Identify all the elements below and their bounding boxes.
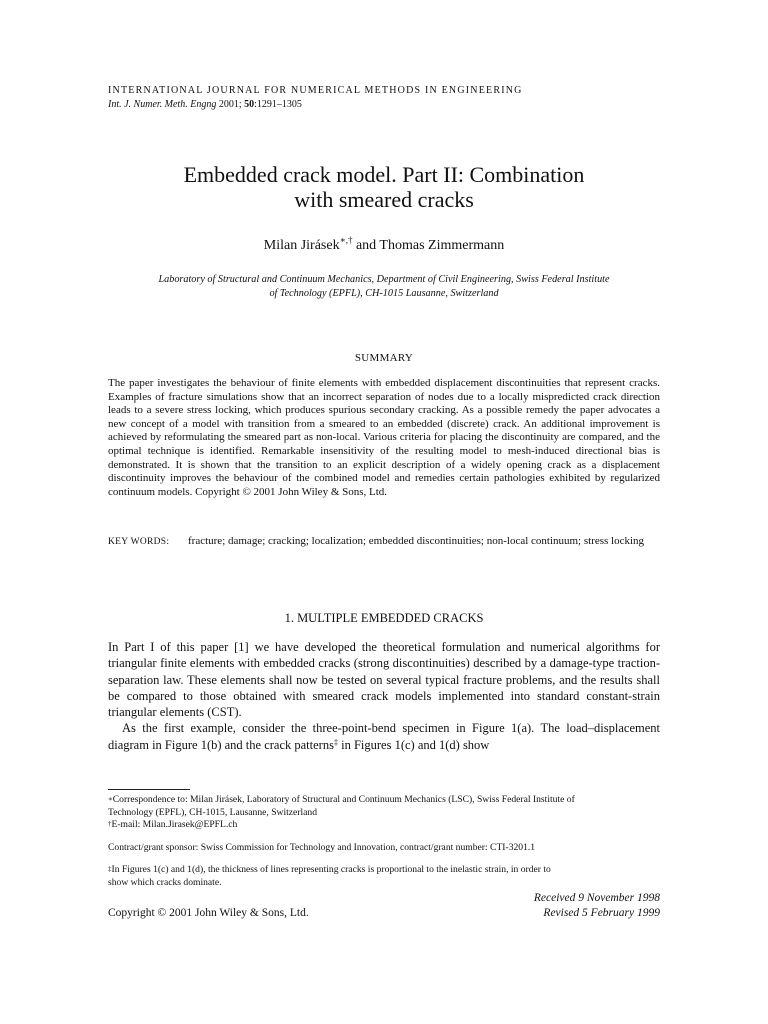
footnote-3-mark: ‡ [108, 865, 112, 873]
citation-volume: 50 [244, 99, 255, 110]
paragraph-2-text-a: As the first example, consider the three-point-bend specimen in Figure 1(a). The load–displacement diagram in Figure 1(b) and the crack patterns [108, 721, 660, 752]
paragraph-2-text-b: in Figures 1(c) and 1(d) show [337, 737, 490, 752]
author-1: Milan Jirásek [263, 238, 340, 253]
section-body [108, 639, 660, 753]
section-heading: 1. MULTIPLE EMBEDDED CRACKS [284, 611, 484, 625]
author-conjunction: and [352, 238, 380, 253]
affiliation-line-2: of Technology (EPFL), CH-1015 Lausanne, Switzerland [269, 288, 499, 299]
body-paragraph-2 [108, 720, 660, 753]
citation-pages: :1291–1305 [254, 99, 302, 110]
affiliation-line-1: Laboratory of Structural and Continuum Mechanics, Department of Civil Engineering, Swiss Federal Institute [158, 274, 610, 285]
title-line-1: Embedded crack model. Part II: Combination [183, 162, 585, 187]
footnote-1-line-1: Correspondence to: Milan Jirásek, Laboratory of Structural and Continuum Mechanics (LSC), Swiss Federal Institute of [112, 794, 575, 805]
received-date: Received 9 November 1998 [533, 892, 660, 904]
journal-citation [108, 99, 302, 110]
paper-title [108, 162, 660, 212]
journal-name: INTERNATIONAL JOURNAL FOR NUMERICAL METHODS IN ENGINEERING [108, 85, 523, 96]
summary-heading: SUMMARY [354, 352, 414, 364]
footnote-divider [108, 789, 190, 790]
footnote-1-line-2: Technology (EPFL), CH-1015, Lausanne, Switzerland [108, 806, 318, 818]
affiliation [120, 273, 648, 301]
footnote-ref-mark: ‡ [333, 737, 338, 747]
footnote-sponsor: Contract/grant sponsor: Swiss Commission for Technology and Innovation, contract/grant number: CTI-3201.1 [108, 841, 536, 853]
revised-date: Revised 5 February 1999 [543, 907, 660, 919]
author-1-marks: ∗,† [339, 235, 353, 245]
author-2: Thomas Zimmermann [379, 238, 505, 253]
keywords-text: fracture; damage; cracking; localization; embedded discontinuities; non-local continuum; stress locking [188, 535, 645, 547]
received-dates [534, 891, 660, 921]
copyright-notice: Copyright © 2001 John Wiley & Sons, Ltd. [108, 907, 309, 919]
title-line-2: with smeared cracks [294, 187, 474, 212]
keywords-label: KEY WORDS: [108, 537, 170, 547]
keywords-block [108, 534, 660, 549]
footnotes [108, 794, 660, 889]
citation-year: 2001; [218, 99, 242, 110]
footnote-email [108, 819, 660, 832]
footnote-2-text: E-mail: Milan.Jirasek@EPFL.ch [111, 819, 238, 830]
footnote-2-mark: † [108, 820, 112, 828]
author-list [108, 235, 660, 254]
footnote-correspondence [108, 794, 660, 807]
footnote-3-line-1: In Figures 1(c) and 1(d), the thickness of lines representing cracks is proportional to the inelastic strain, in order to [111, 864, 551, 875]
summary-text: The paper investigates the behaviour of finite elements with embedded displacement discontinuities that represent cracks. Examples of fracture simulations show that an incorrect separation of nodes due to a locally mispredicted crack direction leads to a severe stress locking, which produces spurious secondary cracking. As a possible remedy the paper advocates a new concept of a model with transition from a smeared to an embedded (discrete) crack. An additional improvement is achieved by reformulating the smeared part as non-local. Various criteria for placing the discontinuity are compared, and the optimal technique is identified. Remarkable insensitivity of the resulting model to mesh-induced directional bias is demonstrated. It is shown that the transition to an explicit description of a widely opening crack as a displacement discontinuity improves the behaviour of the combined model and remedies certain pathologies exhibited by regularized continuum models. Copyright © 2001 John Wiley & Sons, Ltd. [108, 377, 660, 498]
footnote-3-line-2: show which cracks dominate. [108, 876, 222, 888]
body-paragraph-1: In Part I of this paper [1] we have developed the theoretical formulation and numerical algorithms for triangular finite elements with embedded cracks (strong discontinuities) described by a damage-type traction-separation law. These elements shall now be tested on several typical fracture problems, and the results shall be compared to those obtained with smeared crack models implemented into standard constant-strain triangular elements (CST). [108, 640, 660, 720]
footnote-figures [108, 864, 660, 877]
footnote-1-mark: ∗ [108, 795, 113, 803]
citation-abbrev: Int. J. Numer. Meth. Engng [108, 99, 217, 110]
